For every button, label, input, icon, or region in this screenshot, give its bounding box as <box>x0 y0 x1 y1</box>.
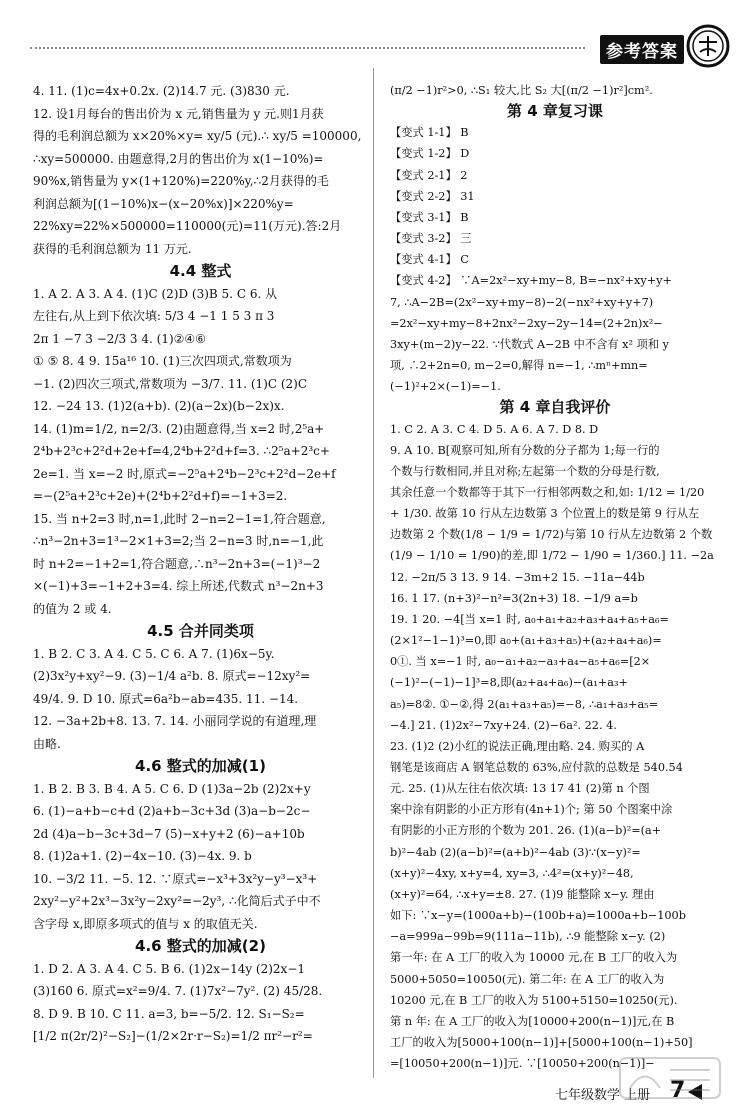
answer-line: 1. B 2. B 3. B 4. A 5. C 6. D (1)3a−2b (2)2x+y <box>33 781 311 796</box>
answer-line: ∴n³−2n+3=1³−2×1+3=2;当 2−n=3 时,n=−1,此 <box>33 534 324 548</box>
answer-line: 12. −3a+2b+8. 13. 7. 14. 小丽同学说的有道理,理 <box>33 714 317 728</box>
answer-line: 的值为 2 或 4. <box>33 601 112 616</box>
answer-line: 12. −24 13. (1)2(a+b). (2)(a−2x)(b−2x)x. <box>33 399 285 413</box>
answer-line: 15. 当 n+2=3 时,n=1,此时 2−n=2−1=1,符合题意, <box>33 511 326 526</box>
answer-line: (x+y)²=64, ∴x+y=±8. 27. (1)9 能整除 x−y. 理由 <box>390 887 655 901</box>
answer-line: =−(2⁵a+2³c+2e)+(2⁴b+2²d+f)=−1+3=2. <box>33 489 288 503</box>
answer-line: 1. A 2. A 3. A 4. (1)C (2)D (3)B 5. C 6. 从 <box>33 286 278 301</box>
answer-line: −4.] 21. (1)2x²−7xy+24. (2)−6a². 22. 4. <box>390 718 617 732</box>
answer-line: 个数与行数相同,并且对称;左起第一个数的分母是行数, <box>390 464 660 478</box>
answer-line: 【变式 4-1】 C <box>390 253 469 267</box>
answer-line: 【变式 4-2】 ∵A=2x²−xy+my−8, B=−nx²+xy+y+ <box>390 274 672 288</box>
answer-line: 左往右,从上到下依次填: 5/3 4 −1 1 5 3 π 3 <box>33 309 275 323</box>
answer-line: 7, ∴A−2B=(2x²−xy+my−8)−2(−nx²+xy+y+7) <box>390 295 654 309</box>
answer-line: 2d (4)a−b−3c+3d−7 (5)−x+y+2 (6)−a+10b <box>33 826 305 841</box>
answer-line: 如下: ∵x−y=(1000a+b)−(100b+a)=1000a+b−100b <box>390 909 686 923</box>
answer-line: ① ⑤ 8. 4 9. 15a¹⁶ 10. (1)三次四项式,常数项为 <box>33 354 292 368</box>
answer-line: 利润总额为[(1−10%)x−(x−20%x)]×220%y= <box>33 196 294 211</box>
answer-line: 2xy²−y²+2x³−3x²y−2xy²=−2y³, ∴化简后式子中不 <box>33 894 321 908</box>
answer-line: (2)3x²y+xy²−9. (3)−1/4 a²b. 8. 原式=−12xy²= <box>33 669 311 683</box>
answer-line: 4. 11. (1)c=4x+0.2x. (2)14.7 元. (3)830 元. <box>33 84 290 98</box>
answer-line: 【变式 3-1】 B <box>390 210 469 224</box>
answer-line: 由略. <box>33 736 61 751</box>
answer-line: (3)160 6. 原式=x²=9/4. 7. (1)7x²−7y². (2) 45/28. <box>33 984 323 998</box>
answer-line: 49/4. 9. D 10. 原式=6a²b−ab=435. 11. −14. <box>33 691 299 706</box>
answer-line: 【变式 1-1】 B <box>390 126 469 140</box>
answer-line: 10. −3/2 11. −5. 12. ∵原式=−x³+3x²y−y³−x³+ <box>33 871 318 886</box>
answer-line: 12. −2π/5 3 13. 9 14. −3m+2 15. −11a−44b <box>390 570 645 584</box>
answer-line: 9. A 10. B[观察可知,所有分数的分子都为 1;每一行的 <box>390 443 660 457</box>
section-heading: 4.4 整式 <box>169 262 232 280</box>
section-heading: 4.5 合并同类项 <box>147 622 254 640</box>
answer-line: 【变式 1-2】 D <box>390 147 470 161</box>
answer-line: 8. D 9. B 10. C 11. a=3, b=−5/2. 12. S₁−S₂= <box>33 1006 305 1021</box>
page-number: 7 <box>670 1078 686 1103</box>
answer-line: =[10050+200(n−1)]元. ∵[10050+200(n−1)]− <box>390 1057 655 1071</box>
answer-line: ∴xy=500000. 由题意得,2月的售出价为 x(1−10%)= <box>33 151 324 166</box>
answer-line: =2x²−xy+my−8+2nx²−2xy−2y−14=(2+2n)x²− <box>390 316 663 330</box>
answer-line: 时 n+2=−1+2=1,符合题意,∴n³−2n+3=(−1)³−2 <box>33 556 321 571</box>
answer-line: 钢笔是该商店 A 钢笔总数的 63%,应付款的总数是 540.54 <box>390 761 683 774</box>
watermark-icon <box>615 1050 725 1105</box>
answer-line: ×(−1)+3=−1+2+3=4. 综上所述,代数式 n³−2n+3 <box>33 579 324 593</box>
header-title: 参考答案 <box>600 35 684 64</box>
answer-line: 3xy+(m−2)y−22. ∵代数式 A−2B 中不含有 x² 项和 y <box>390 337 670 351</box>
answer-line: 有阴影的小正方形的个数为 201. 26. (1)(a−b)²=(a+ <box>390 824 662 838</box>
answer-line: 工厂的收入为[5000+100(n−1)]+[5000+100(n−1)+50] <box>390 1036 693 1050</box>
answer-line: 1. B 2. C 3. A 4. C 5. C 6. A 7. (1)6x−5y. <box>33 646 275 661</box>
answer-line: 16. 1 17. (n+3)²−n²=3(2n+3) 18. −1/9 a=b <box>390 591 638 605</box>
answer-line: + 1/30. 故第 10 行从左边数第 3 个位置上的数是第 9 行从左 <box>390 507 700 521</box>
section-heading: 4.6 整式的加减(2) <box>135 937 266 955</box>
right-column <box>390 80 720 1074</box>
answer-line: 【变式 2-2】 31 <box>390 189 475 203</box>
answer-line: 含字母 x,即原多项式的值与 x 的取值无关. <box>33 916 258 931</box>
section-heading: 第 4 章自我评价 <box>499 398 611 417</box>
header-dotted-rule <box>30 47 585 49</box>
answer-line: −a=999a−99b=9(111a−11b), ∴9 能整除 x−y. (2) <box>390 930 666 944</box>
answer-line: 1. D 2. A 3. A 4. C 5. B 6. (1)2x−14y (2)2x−1 <box>33 961 306 976</box>
page-header <box>0 0 750 70</box>
answer-line: [1/2 π(2r/2)²−S₂]−(1/2×2r·r−S₂)=1/2 πr²−r²= <box>33 1029 313 1043</box>
answer-line: 2⁴b+2³c+2²d+2e+f=4,2⁴b+2²d+f=3. ∴2⁵a+2³c+ <box>33 444 330 458</box>
watermark-logo <box>615 1050 725 1105</box>
answer-line: (x+y)²−4xy, x+y=4, xy=3, ∴4²=(x+y)²−48, <box>390 866 634 880</box>
answer-line: 23. (1)2 (2)小红的说法正确,理由略. 24. 购买的 A <box>390 739 645 753</box>
footer-subject: 七年级数学 上册 <box>555 1088 651 1103</box>
answer-line: 0①. 当 x=−1 时, a₀−a₁+a₂−a₃+a₄−a₅+a₆=[2× <box>390 655 651 669</box>
section-heading: 第 4 章复习课 <box>507 102 603 121</box>
answer-line: 5000+5050=10050(元). 第二年: 在 A 工厂的收入为 <box>390 972 665 986</box>
answer-line: 【变式 2-1】 2 <box>390 168 468 182</box>
section-heading: 4.6 整式的加减(1) <box>135 757 266 775</box>
answer-line: b)²−4ab (2)(a−b)²=(a+b)²−4ab (3)∵(x−y)²= <box>390 845 641 859</box>
answer-line: 19. 1 20. −4[当 x=1 时, a₀+a₁+a₂+a₃+a₄+a₅+a₆= <box>390 612 669 626</box>
answer-line: 案中涂有阴影的小正方形有(4n+1)个; 第 50 个图案中涂 <box>390 803 673 817</box>
answer-line: 6. (1)−a+b−c+d (2)a+b−3c+3d (3)a−b−2c− <box>33 804 311 818</box>
column-divider <box>373 68 374 1078</box>
answer-line: 8. (1)2a+1. (2)−4x−10. (3)−4x. 9. b <box>33 849 252 863</box>
answer-line: 22%xy=22%×500000=110000(元)=11(万元).答:2月 <box>33 219 342 233</box>
answer-line: 项, ∴2+2n=0, m−2=0,解得 n=−1, ∴mⁿ+mn= <box>390 359 648 373</box>
answer-line: 元. 25. (1)从左往右依次填: 13 17 41 (2)第 n 个图 <box>390 782 650 796</box>
answer-line: 【变式 3-2】 三 <box>390 232 472 246</box>
answer-line: 14. (1)m=1/2, n=2/3. (2)由题意得,当 x=2 时,2⁵a+ <box>33 421 325 436</box>
answer-line: 第 n 年: 在 A 工厂的收入为[10000+200(n−1)]元,在 B <box>390 1014 675 1028</box>
answer-line: (2×1²−1−1)³=0,即 a₀+(a₁+a₃+a₅)+(a₂+a₄+a₆)= <box>390 634 662 648</box>
answer-line: a₅)=8②. ①−②,得 2(a₁+a₃+a₅)=−8, ∴a₁+a₃+a₅= <box>390 697 659 711</box>
left-column <box>33 80 368 1048</box>
logo-icon <box>686 24 730 68</box>
answer-line: 2π 1 −7 3 −2/3 3 4. (1)②④⑥ <box>33 331 206 346</box>
answer-line: 第一年: 在 A 工厂的收入为 10000 元,在 B 工厂的收入为 <box>390 951 678 965</box>
answer-line: 12. 设1月每台的售出价为 x 元,销售量为 y 元.则1月获 <box>33 106 324 121</box>
answer-line: 得的毛利润总额为 x×20%×y= xy/5 (元).∴ xy/5 =100000, <box>33 129 362 143</box>
answer-line: 2e=1. 当 x=−2 时,原式=−2⁵a+2⁴b−2³c+2²d−2e+f <box>33 466 336 481</box>
answer-line: (−1)²+2×(−1)=−1. <box>390 380 501 394</box>
answer-line: 10200 元,在 B 工厂的收入为 5100+5150=10250(元). <box>390 993 678 1007</box>
answer-line: (1/9 − 1/10 = 1/90)的差,即 1/72 − 1/90 = 1/360.] 11. −2a <box>390 549 714 563</box>
answer-line: (π/2 −1)r²>0, ∴S₁ 较大,比 S₂ 大[(π/2 −1)r²]cm². <box>390 84 653 97</box>
answer-line: (−1)²−(−1)−1]³=8,即(a₂+a₄+a₆)−(a₁+a₃+ <box>390 676 628 690</box>
answer-line: 90%x,销售量为 y×(1+120%)=220%y,∴2月获得的毛 <box>33 174 329 188</box>
answer-line: 其余任意一个数都等于其下一行相邻两数之和,如: 1/12 = 1/20 <box>390 485 705 499</box>
answer-line: 边数第 2 个数(1/8 − 1/9 = 1/72)与第 10 行从左边数第 2 个数 <box>390 528 713 542</box>
answer-line: 1. C 2. A 3. C 4. D 5. A 6. A 7. D 8. D <box>390 422 599 436</box>
answer-line: −1. (2)四次三项式,常数项为 −3/7. 11. (1)C (2)C <box>33 376 308 391</box>
answer-line: 获得的毛利润总额为 11 万元. <box>33 241 192 256</box>
